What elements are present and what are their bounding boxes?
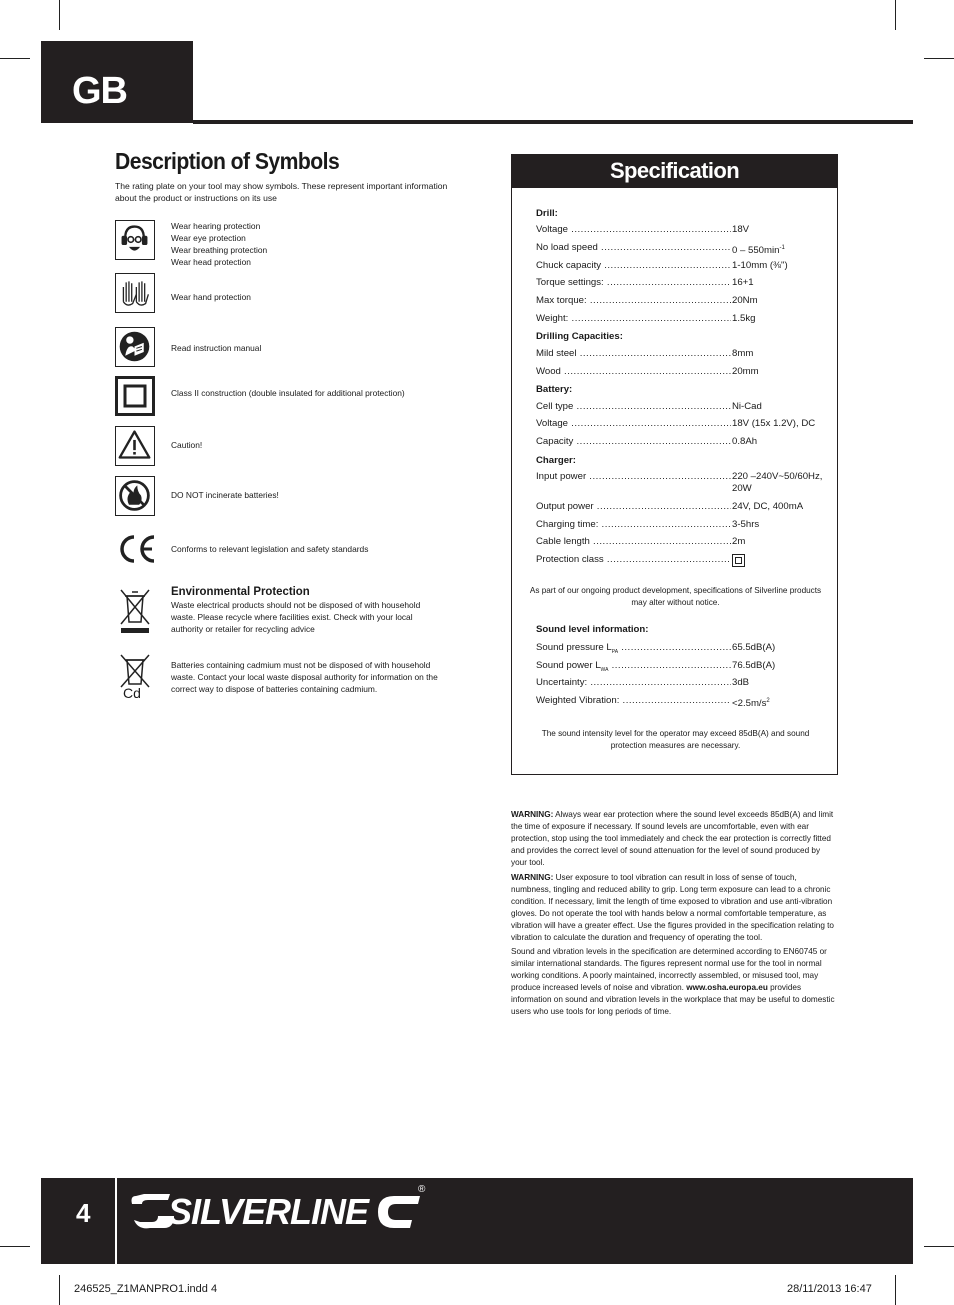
- crop-mark: [59, 1275, 60, 1305]
- crop-mark: [0, 1246, 30, 1247]
- gloves-icon: [115, 273, 155, 313]
- weee-text: Waste electrical products should not be disposed of with household waste. Please recycle where facilities exist. Check with your local authority or retailer for recycling advice: [171, 600, 421, 634]
- specification-header: [512, 155, 837, 188]
- registered-mark: ®: [418, 1184, 426, 1195]
- class-ii-icon: [115, 376, 155, 416]
- slug-date: 28/11/2013 16:47: [787, 1283, 872, 1295]
- crop-mark: [924, 58, 954, 59]
- battery-disposal-text: Batteries containing cadmium must not be disposed of with household waste. Contact your local waste disposal authority for information on the correct way to dispose of batteries containing cadmium.: [171, 660, 438, 694]
- specification-panel: Specification Drill: Voltage ..... 18V No load speed ..... $0 - 550\min^{-1}$ Chuck capacity ..... 1-10mm (⅜") Torque settings: ..... 16+1 Max torque: ..... 20Nm Weight: ..... 1.5kg Drilling Capacities: Mild steel ..... 8mm Wood ..... 20mm Battery: Cell type ..... Ni-Cad Voltage ..... 18V (15x 1.2V), DC Capacity ..... 0.8Ah Charger: Input power ..... 220 –240V~50/60Hz, 20W Output power ..... 24V, DC, 400mA Charging time: ..... 3-5hrs Cable length ..... 2m Protection class ..... As part of our ongoing product development, specifications of Silverline products may alter without notice. Sound level information: Sound pressure $L_{PA}$ ..... 65.5dB(A) Sound power $L_{WA}$ ..... 76.5dB(A) Uncertainty: ..... 3dB Weighted Vibration: ..... $<2.5m/s^2$ The sound intensity level for the operator may exceed 85dB(A) and sound protection measures are necessary.: [511, 154, 838, 775]
- spec-section-charger: Charger:: [536, 455, 576, 466]
- spec-section-battery: Battery:: [536, 384, 573, 395]
- ppe-icon: [115, 220, 155, 260]
- crop-mark: [895, 1275, 896, 1305]
- warning-vibration: WARNING: User exposure to tool vibration can result in loss of sense of touch, numbness, tingling and reduced ability to grip. Long term exposure can lead to a chronic condition. If necessary, limit the length of time exposed to vibration and use anti-vibration gloves. Do not operate the tool with hands below a normal comfortable temperature, as vibration will have a greater effect. Use the figures provided in the specification relating to vibration to calculate the duration and frequency of operating the tool.: [511, 873, 834, 942]
- spec-section-sound: Sound level information:: [536, 624, 649, 635]
- section-code: GB: [72, 70, 127, 112]
- slug-file: 246525_Z1MANPRO1.indd 4: [74, 1283, 218, 1295]
- crop-mark: [59, 0, 60, 30]
- no-fire-icon: [115, 476, 155, 516]
- spec-section-drill: Drill:: [536, 208, 558, 219]
- crop-mark: [895, 0, 896, 30]
- symbol-label: Wear hearing protection Wear eye protection Wear breathing protection Wear head protection: [171, 221, 268, 267]
- sound-vibration-standards: Sound and vibration levels in the specification are determined according to EN60745 or similar international standards. The figures represent normal use for the tool in normal working conditions. A poorly maintained, incorrectly assembled, or misused tool, may produce increased levels of noise and vibration. www.osha.europa.eu provides information on sound and vibration levels in the workplace that may be useful to domestic users who use tools for long periods of time.: [511, 947, 835, 1016]
- spec-row: Input power ..... 220 –240V~50/60Hz, 20W: [536, 471, 836, 497]
- page-number: 4: [76, 1198, 91, 1228]
- specification-title: Specification: [609, 158, 740, 183]
- weee-bin-icon: [115, 586, 155, 626]
- silverline-logo: [128, 1186, 428, 1241]
- symbol-label: Conforms to relevant legislation and safety standards: [171, 544, 369, 554]
- environmental-title: Environmental Protection: [171, 584, 310, 598]
- crop-mark: [0, 58, 30, 59]
- manual-icon: [115, 327, 155, 367]
- header-rule: [193, 120, 913, 124]
- footer-divider: [115, 1178, 117, 1264]
- warning-ear-protection: WARNING: Always wear ear protection where the sound level exceeds 85dB(A) and limit the time of exposure if necessary. If sound levels are uncomfortable, even with ear protection, stop using the tool immediately and check the ear protection is correctly fitted and provides the correct level of sound attenuation for the level of sound produced by your tool.: [511, 810, 834, 867]
- osha-link[interactable]: www.osha.europa.eu: [686, 983, 768, 992]
- class-ii-small-icon: [732, 554, 745, 567]
- ce-mark-icon: [115, 530, 155, 570]
- spec-note: As part of our ongoing product development, specifications of Silverline products may alter without notice.: [529, 586, 822, 607]
- cadmium-label: Cd: [123, 685, 141, 701]
- symbol-label: Class II construction (double insulated for additional protection): [171, 388, 405, 398]
- symbols-intro: The rating plate on your tool may show symbols. These represent important information about the product or instructions on its use: [115, 181, 448, 203]
- caution-icon: [115, 426, 155, 466]
- crop-mark: [924, 1246, 954, 1247]
- spec-section-drilling: Drilling Capacities:: [536, 331, 623, 342]
- svg-text:SILVERLINE: SILVERLINE: [168, 1191, 369, 1232]
- symbols-title: Description of Symbols: [115, 148, 340, 174]
- symbol-label: Read instruction manual: [171, 343, 262, 353]
- symbol-label: Caution!: [171, 440, 203, 450]
- sound-note: The sound intensity level for the operator may exceed 85dB(A) and sound protection measures are necessary.: [541, 729, 810, 750]
- symbol-label: DO NOT incinerate batteries!: [171, 490, 279, 500]
- symbol-label: Wear hand protection: [171, 292, 251, 302]
